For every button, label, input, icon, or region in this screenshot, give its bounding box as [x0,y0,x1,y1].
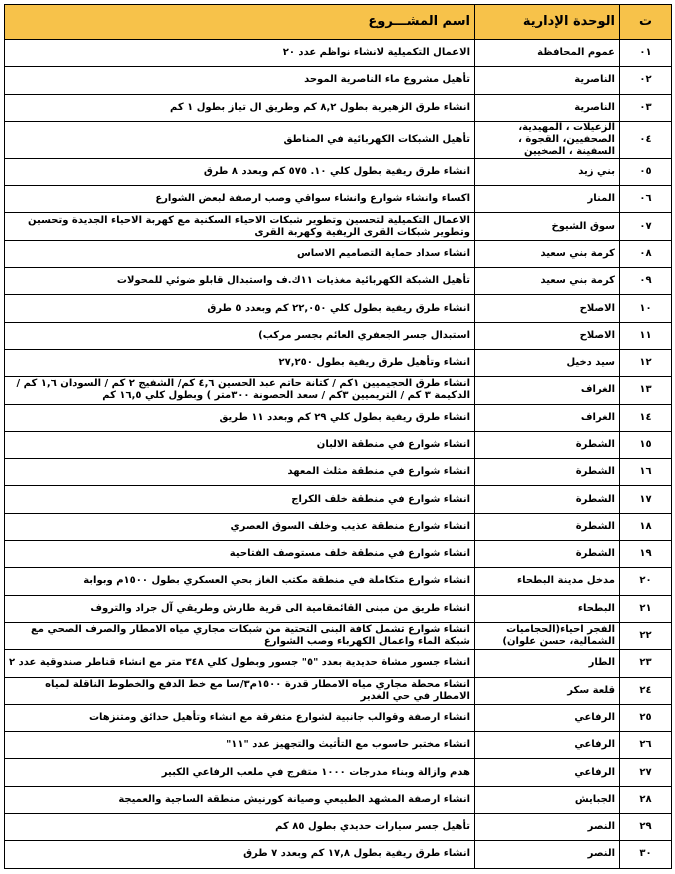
row-number: ١١ [620,322,672,349]
row-admin-unit: الشطرة [475,541,620,568]
row-admin-unit: الفجر احياء(الحجاميات الشمالية، حسن علوان) [475,622,620,649]
row-admin-unit: الناصرية [475,94,620,121]
row-number: ٢٣ [620,650,672,677]
table-header-row [5,5,672,40]
table-row [5,295,672,322]
row-project-name: انشاء شوارع في منطقة مثلث المعهد [5,459,475,486]
row-project-name: تأهيل الشبكات الكهربائية في المناطق [5,121,475,158]
table-row [5,377,672,404]
row-admin-unit: سيد دخيل [475,349,620,376]
table-row [5,121,672,158]
row-project-name: الاعمال التكميلية لتحسين وتطوير شبكات الاحياء السكنية مع كهربة الاحياء الجديدة وتحسين وتطوير شبكات القرى الريفية وكهربة القرى [5,213,475,240]
row-project-name: انشاء وتأهيل طرق ريفية بطول ٢٧,٢٥٠ [5,349,475,376]
row-number: ٠٦ [620,186,672,213]
row-number: ٠٧ [620,213,672,240]
row-project-name: انشاء ارصفة وقوالب جانبية لشوارع متفرقة مع انشاء وتأهيل حدائق ومتنزهات [5,704,475,731]
row-project-name: انشاء شوارع تشمل كافة البنى التحتية من شبكات مجاري مياه الامطار والصرف الصحي مع شبكة الماء واعمال الكهرباء وصب الشوارع [5,622,475,649]
table-row [5,268,672,295]
row-number: ٢٨ [620,786,672,813]
row-number: ٢٦ [620,732,672,759]
row-project-name: انشاء طرق ريفية بطول كلي ٢٢,٠٥٠ كم وبعدد ٥ طرق [5,295,475,322]
row-admin-unit: الرفاعي [475,704,620,731]
row-admin-unit: الغراف [475,377,620,404]
table-row [5,186,672,213]
row-admin-unit: النصر [475,814,620,841]
row-admin-unit: قلعة سكر [475,677,620,704]
table-row [5,786,672,813]
row-number: ١٧ [620,486,672,513]
row-admin-unit: الغراف [475,404,620,431]
table-body [5,40,672,869]
row-project-name: انشاء ارصفة المشهد الطبيعي وصيانة كورنيش منطقة الساجية والعميجة [5,786,475,813]
row-number: ٢٧ [620,759,672,786]
header-admin-unit: الوحدة الإدارية [475,5,620,40]
table-row [5,213,672,240]
table-row [5,622,672,649]
row-number: ٠٩ [620,268,672,295]
row-project-name: انشاء طرق ريفية بطول كلي ٢٩ كم وبعدد ١١ طريق [5,404,475,431]
table-row [5,650,672,677]
table-row [5,814,672,841]
header-number: ت [620,5,672,40]
row-number: ١٨ [620,513,672,540]
row-number: ٢٤ [620,677,672,704]
row-admin-unit: المنار [475,186,620,213]
row-number: ١٣ [620,377,672,404]
row-number: ١٤ [620,404,672,431]
row-project-name: اكساء وانشاء شوارع وانشاء سواقي وصب ارصفة لبعض الشوارع [5,186,475,213]
row-project-name: انشاء شوارع في منطقة خلف مستوصف الفتاحية [5,541,475,568]
row-project-name: انشاء طرق ريفية بطول كلي ١٠. ٥٧٥ كم وبعدد ٨ طرق [5,158,475,185]
row-admin-unit: الجبايش [475,786,620,813]
row-number: ١٦ [620,459,672,486]
table-row [5,431,672,458]
table-row [5,595,672,622]
table-row [5,158,672,185]
row-project-name: انشاء جسور مشاة حديدية بعدد "٥" جسور وبطول كلي ٣٤٨ متر مع انشاء قناطر صندوقية عدد ٢ [5,650,475,677]
row-number: ٢٩ [620,814,672,841]
projects-table [4,4,672,869]
row-number: ٠٥ [620,158,672,185]
row-project-name: انشاء طرق الحجيميين ١كم / كتانة حاتم عبد الحسين ٤,٦ كم/ الشفيج ٢ كم / السودان ١,٦ كم / الدكيمة ٣ كم / التريميين ٣كم / سعد الحصونة ٣٠٠متر ) وبطول كلي ١٦,٥ كم [5,377,475,404]
row-project-name: انشاء محطة مجاري مياه الامطار قدرة ١٥٠٠م٣/سا مع خط الدفع والخطوط الناقلة لمياه الامطار في حي الغدير [5,677,475,704]
table-row [5,404,672,431]
row-admin-unit: الزعيلات ، المهيدية، الصحفيين، القجوة ، السفينة ، الصخيين [475,121,620,158]
row-admin-unit: سوق الشيوخ [475,213,620,240]
row-admin-unit: مدخل مدينة البطحاء [475,568,620,595]
row-project-name: هدم وازالة وبناء مدرجات ١٠٠٠ متفرج في ملعب الرفاعي الكبير [5,759,475,786]
row-project-name: انشاء سداد حماية التصاميم الاساس [5,240,475,267]
row-admin-unit: النصر [475,841,620,868]
table-row [5,459,672,486]
table-row [5,349,672,376]
row-number: ٠١ [620,40,672,67]
row-admin-unit: البطحاء [475,595,620,622]
row-admin-unit: الشطرة [475,431,620,458]
table-row [5,677,672,704]
row-project-name: انشاء مختبر حاسوب مع التأثيث والتجهيز عدد "١١" [5,732,475,759]
table-row [5,568,672,595]
row-number: ١٠ [620,295,672,322]
table-row [5,732,672,759]
row-project-name: انشاء طرق ريفية بطول ١٧,٨ كم وبعدد ٧ طرق [5,841,475,868]
row-number: ١٩ [620,541,672,568]
row-project-name: انشاء طريق من مبنى القائمقامية الى قرية طارش وطريقي آل جراد والتروف [5,595,475,622]
table-row [5,704,672,731]
row-admin-unit: الناصرية [475,67,620,94]
row-project-name: انشاء طرق الزهيرية بطول ٨,٢ كم وطريق ال تياز بطول ١ كم [5,94,475,121]
row-number: ١٥ [620,431,672,458]
row-admin-unit: الشطرة [475,459,620,486]
row-number: ٠٨ [620,240,672,267]
row-admin-unit: عموم المحافظة [475,40,620,67]
header-project-name: اسم المشـــروع [5,5,475,40]
row-admin-unit: الرفاعي [475,732,620,759]
row-admin-unit: الاصلاح [475,295,620,322]
row-project-name: انشاء شوارع متكاملة في منطقة مكتب الغاز بحي العسكري بطول ١٥٠٠م وبوابة [5,568,475,595]
row-admin-unit: بني زيد [475,158,620,185]
row-number: ٠٣ [620,94,672,121]
row-project-name: تأهيل مشروع ماء الناصرية الموحد [5,67,475,94]
table-row [5,541,672,568]
row-project-name: انشاء شوارع في منطقة خلف الكراج [5,486,475,513]
row-project-name: الاعمال التكميلية لانشاء نواظم عدد ٢٠ [5,40,475,67]
row-number: ٠٤ [620,121,672,158]
row-number: ٢٠ [620,568,672,595]
table-row [5,322,672,349]
table-row [5,94,672,121]
table-row [5,759,672,786]
row-number: ٢٥ [620,704,672,731]
row-admin-unit: الطار [475,650,620,677]
table-row [5,67,672,94]
row-admin-unit: كرمة بني سعيد [475,240,620,267]
row-number: ٢٢ [620,622,672,649]
row-project-name: استبدال جسر الجعفري العائم بجسر مركب) [5,322,475,349]
row-admin-unit: الرفاعي [475,759,620,786]
table-row [5,486,672,513]
row-number: ١٢ [620,349,672,376]
table-row [5,40,672,67]
row-project-name: تأهيل الشبكة الكهربائية مغذيات ١١ك.ف واستبدال قابلو ضوئي للمحولات [5,268,475,295]
row-number: ٣٠ [620,841,672,868]
projects-table-container [4,4,671,869]
row-admin-unit: كرمة بني سعيد [475,268,620,295]
row-project-name: تأهيل جسر سيارات حديدي بطول ٨٥ كم [5,814,475,841]
table-row [5,240,672,267]
row-number: ٠٢ [620,67,672,94]
row-project-name: انشاء شوارع في منطقة الالبان [5,431,475,458]
table-row [5,841,672,868]
table-row [5,513,672,540]
row-admin-unit: الشطرة [475,513,620,540]
row-project-name: انشاء شوارع منطقة عذيب وخلف السوق العصري [5,513,475,540]
row-admin-unit: الشطرة [475,486,620,513]
row-number: ٢١ [620,595,672,622]
row-admin-unit: الاصلاح [475,322,620,349]
